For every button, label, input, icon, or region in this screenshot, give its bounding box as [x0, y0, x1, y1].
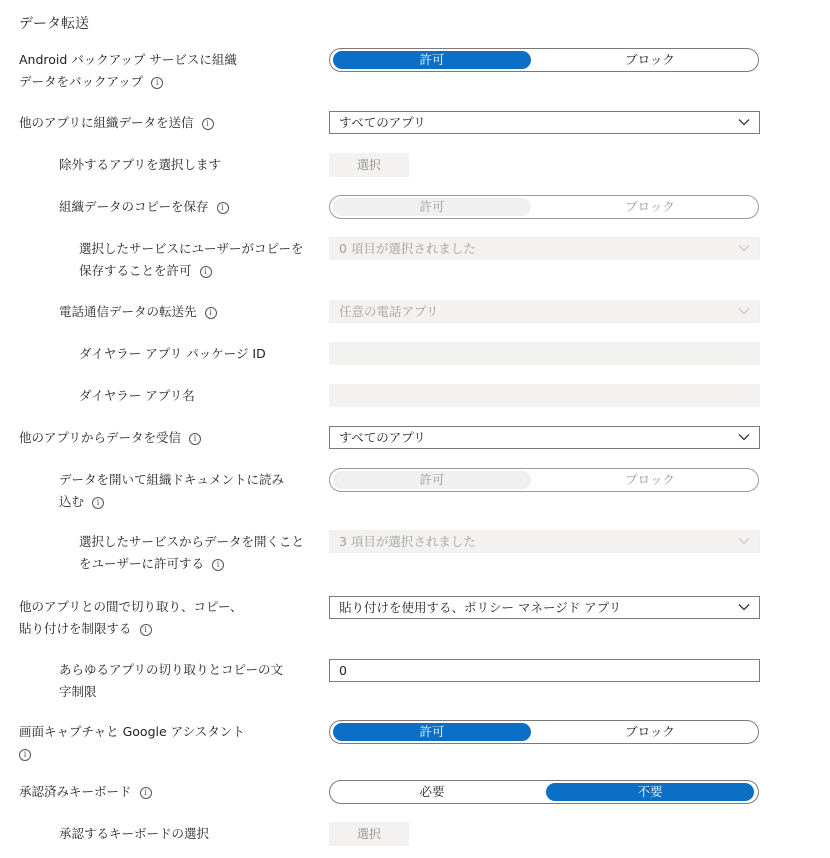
section-title: データ転送 [19, 16, 89, 32]
info-icon[interactable]: i [200, 266, 212, 278]
screen-capture-toggle[interactable] [329, 720, 759, 744]
screen-capture-allow-option[interactable]: 許可 [333, 723, 531, 741]
save-copy-label: 組織データのコピーを保存 i [59, 196, 229, 218]
open-docs-allow-option[interactable]: 許可 [333, 471, 531, 489]
info-icon[interactable]: i [19, 749, 31, 761]
chevron-down-icon [738, 242, 750, 254]
chevron-down-icon [738, 535, 750, 547]
dialer-package-label: ダイヤラー アプリ パッケージ ID [79, 346, 266, 361]
open-services-dropdown[interactable]: 3 項目が選択されました [329, 530, 760, 553]
info-icon[interactable]: i [92, 497, 104, 509]
select-keyboards-button[interactable]: 選択 [329, 822, 409, 846]
info-icon[interactable]: i [189, 433, 201, 445]
exclude-select-button[interactable]: 選択 [329, 153, 409, 177]
telecom-label: 電話通信データの転送先 i [59, 301, 217, 323]
send-dropdown[interactable]: すべてのアプリ [329, 111, 760, 134]
screen-capture-label: 画面キャプチャと Google アシスタント i [19, 724, 245, 759]
send-label: 他のアプリに組織データを送信 i [19, 112, 214, 134]
info-icon[interactable]: i [140, 624, 152, 636]
info-icon[interactable]: i [140, 787, 152, 799]
open-services-label: 選択したサービスからデータを開くこと をユーザーに許可する i [79, 534, 305, 571]
telecom-dropdown[interactable]: 任意の電話アプリ [329, 300, 760, 323]
save-copy-block-option[interactable]: ブロック [625, 199, 675, 214]
backup-toggle[interactable] [329, 48, 759, 72]
keyboards-label: 承認済みキーボード i [19, 781, 152, 803]
chevron-down-icon [738, 601, 750, 613]
open-docs-block-option[interactable]: ブロック [625, 472, 675, 487]
info-icon[interactable]: i [205, 307, 217, 319]
save-copy-toggle[interactable] [329, 195, 759, 219]
keyboards-toggle[interactable] [329, 780, 759, 804]
info-icon[interactable]: i [151, 77, 163, 89]
keyboards-not-required-option[interactable]: 不要 [546, 783, 754, 801]
info-icon[interactable]: i [217, 202, 229, 214]
dialer-package-input[interactable] [329, 342, 760, 365]
receive-dropdown[interactable]: すべてのアプリ [329, 426, 760, 449]
backup-label: Android バックアップ サービスに組織 データをバックアップ i [19, 52, 237, 89]
receive-label: 他のアプリからデータを受信 i [19, 427, 201, 449]
select-keyboards-label: 承認するキーボードの選択 [59, 826, 210, 841]
keyboards-required-option[interactable]: 必要 [419, 784, 445, 799]
exclude-label: 除外するアプリを選択します [59, 157, 222, 172]
open-docs-label: データを開いて組織ドキュメントに読み 込む i [59, 472, 285, 509]
chevron-down-icon [738, 305, 750, 317]
chevron-down-icon [738, 431, 750, 443]
open-docs-toggle[interactable] [329, 468, 759, 492]
cut-copy-label: 他のアプリとの間で切り取り、コピー、 貼り付けを制限する i [19, 599, 243, 636]
char-limit-label: あらゆるアプリの切り取りとコピーの文 字制限 [59, 662, 284, 699]
dialer-name-label: ダイヤラー アプリ名 [79, 388, 195, 403]
info-icon[interactable]: i [202, 118, 214, 130]
screen-capture-block-option[interactable]: ブロック [625, 724, 675, 739]
save-services-label: 選択したサービスにユーザーがコピーを 保存することを許可 i [79, 241, 304, 278]
backup-block-option[interactable]: ブロック [625, 52, 675, 67]
save-copy-allow-option[interactable]: 許可 [333, 198, 531, 216]
dialer-name-input[interactable] [329, 384, 760, 407]
cut-copy-dropdown[interactable]: 貼り付けを使用する、ポリシー マネージド アプリ [329, 596, 760, 619]
save-services-dropdown[interactable]: 0 項目が選択されました [329, 237, 760, 260]
info-icon[interactable]: i [212, 559, 224, 571]
char-limit-input[interactable]: 0 [329, 659, 760, 682]
backup-allow-option[interactable]: 許可 [333, 51, 531, 69]
chevron-down-icon [738, 116, 750, 128]
